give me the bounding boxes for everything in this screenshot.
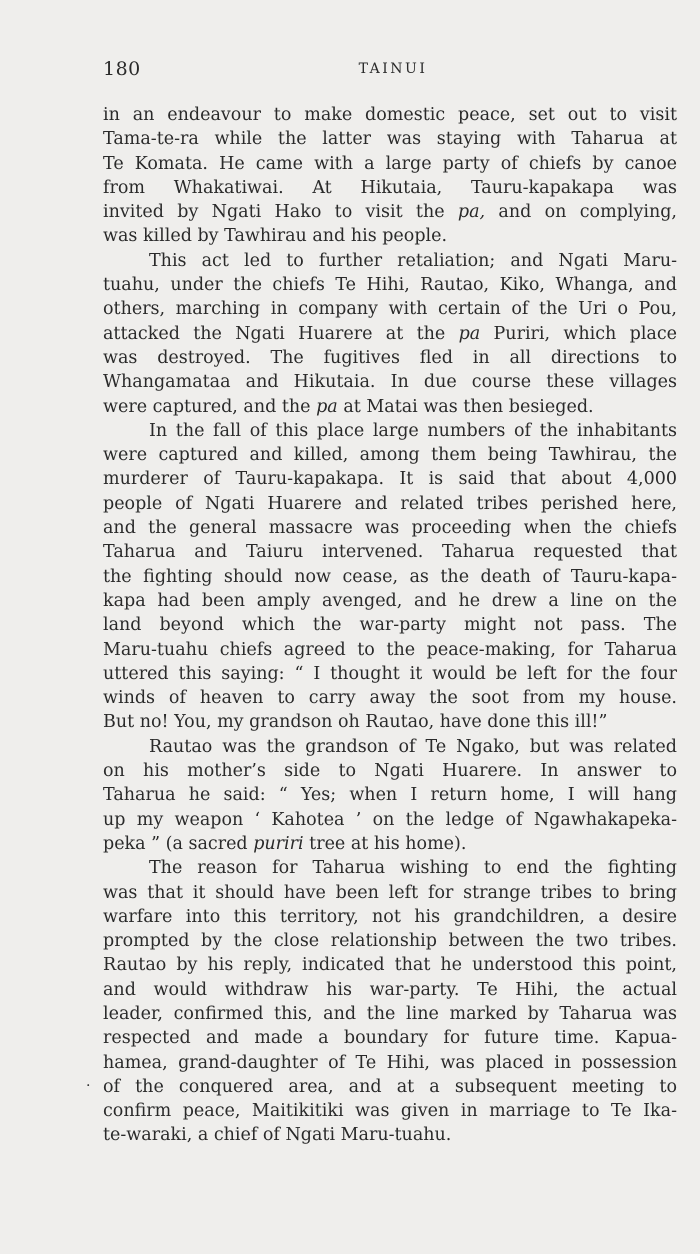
text-line: people of Ngati Huarere and related tribes perished here,: [103, 493, 677, 514]
text-fragment: at Matai was then besieged.: [337, 396, 594, 417]
text-fragment: were captured, and the: [103, 396, 317, 417]
running-title: TAINUI: [358, 61, 428, 77]
text-line: But no! You, my grandson oh Rautao, have done this ill!”: [103, 712, 608, 733]
text-line: uttered this saying: “ I thought it would be left for the four: [103, 663, 677, 684]
text-line: te-waraki, a chief of Ngati Maru-tuahu.: [103, 1125, 452, 1146]
text-line: were captured and killed, among them being Tawhirau, the: [103, 445, 677, 466]
italic-term: pa: [458, 323, 481, 344]
text-line: was destroyed. The fugitives fled in all directions to: [103, 347, 677, 368]
text-line: [103, 832, 677, 856]
text-line: hamea, grand-daughter of Te Hihi, was placed in possession: [103, 1052, 677, 1073]
text-line: and would withdraw his war-party. Te Hihi, the actual: [103, 979, 677, 1000]
text-line: The reason for Taharua wishing to end the fighting: [149, 858, 677, 879]
text-line: land beyond which the war-party might not pass. The: [103, 615, 677, 636]
text-fragment: tree at his home).: [303, 833, 467, 854]
text-line: leader, confirmed this, and the line marked by Taharua was: [103, 1003, 677, 1024]
paragraph: [103, 103, 677, 249]
text-line: others, marching in company with certain of the Uri o Pou,: [103, 299, 677, 320]
text-line: Rautao by his reply, indicated that he understood this point,: [103, 955, 677, 976]
text-line: murderer of Tauru-kapakapa. It is said that about 4,000: [103, 469, 677, 490]
text-line: the fighting should now cease, as the death of Tauru-kapa-: [103, 566, 677, 587]
italic-term: pa: [316, 396, 338, 417]
text-fragment: and on complying,: [485, 202, 677, 223]
text-line: warfare into this territory, not his grandchildren, a desire: [103, 906, 677, 927]
text-line: in an endeavour to make domestic peace, set out to visit: [103, 105, 677, 125]
text-line: Whangamataa and Hikutaia. In due course these villages: [103, 372, 677, 393]
text-line: and the general massacre was proceeding when the chiefs: [103, 518, 677, 539]
text-line: Te Komata. He came with a large party of chiefs by canoe: [103, 153, 677, 174]
text-fragment: invited by Ngati Hako to visit the: [103, 202, 458, 223]
text-fragment: Puriri, which place: [480, 323, 678, 344]
text-line: tuahu, under the chiefs Te Hihi, Rautao, Kiko, Whanga, and: [103, 275, 677, 296]
body-text: [103, 103, 677, 1148]
text-fragment: attacked the Ngati Huarere at the: [103, 323, 459, 344]
text-line: confirm peace, Maitikitiki was given in marriage to Te Ika-: [103, 1101, 677, 1122]
paragraph: [103, 419, 677, 735]
text-line: Tama-te-ra while the latter was staying with Taharua at: [103, 129, 677, 150]
text-line: [103, 322, 677, 346]
page-header: [103, 58, 677, 84]
text-line: up my weapon ‘ Kahotea ’ on the ledge of Ngawhakapeka-: [103, 809, 677, 830]
text-line: prompted by the close relationship between the two tribes.: [103, 931, 677, 952]
text-line: Taharua he said: “ Yes; when I return home, I will hang: [103, 785, 677, 806]
paragraph: [103, 856, 677, 1148]
text-line: Rautao was the grandson of Te Ngako, but was related: [149, 736, 677, 757]
italic-term: puriri: [253, 833, 304, 854]
margin-mark: .: [86, 1074, 91, 1090]
text-line: on his mother’s side to Ngati Huarere. In answer to: [103, 761, 677, 782]
text-line: of the conquered area, and at a subsequent meeting to: [103, 1076, 677, 1097]
text-line: [103, 200, 677, 224]
text-line: Maru-tuahu chiefs agreed to the peace-making, for Taharua: [103, 639, 677, 660]
text-line: [103, 395, 677, 419]
text-line: was that it should have been left for strange tribes to bring: [103, 882, 677, 903]
paragraph: [103, 735, 677, 856]
text-line: respected and made a boundary for future time. Kapua-: [103, 1028, 677, 1049]
text-line: from Whakatiwai. At Hikutaia, Tauru-kapakapa was: [103, 177, 677, 198]
text-line: kapa had been amply avenged, and he drew a line on the: [103, 590, 677, 611]
text-line: Taharua and Taiuru intervened. Taharua requested that: [103, 542, 677, 563]
page-number: 180: [103, 58, 141, 80]
paragraph: [103, 249, 677, 419]
text-line: This act led to further retaliation; and Ngati Maru-: [149, 250, 677, 271]
text-line: winds of heaven to carry away the soot from my house.: [103, 688, 677, 709]
text-line: In the fall of this place large numbers of the inhabitants: [149, 420, 677, 441]
italic-term: pa,: [457, 202, 486, 223]
text-fragment: peka ” (a sacred: [103, 833, 254, 854]
text-line: was killed by Tawhirau and his people.: [103, 226, 448, 247]
